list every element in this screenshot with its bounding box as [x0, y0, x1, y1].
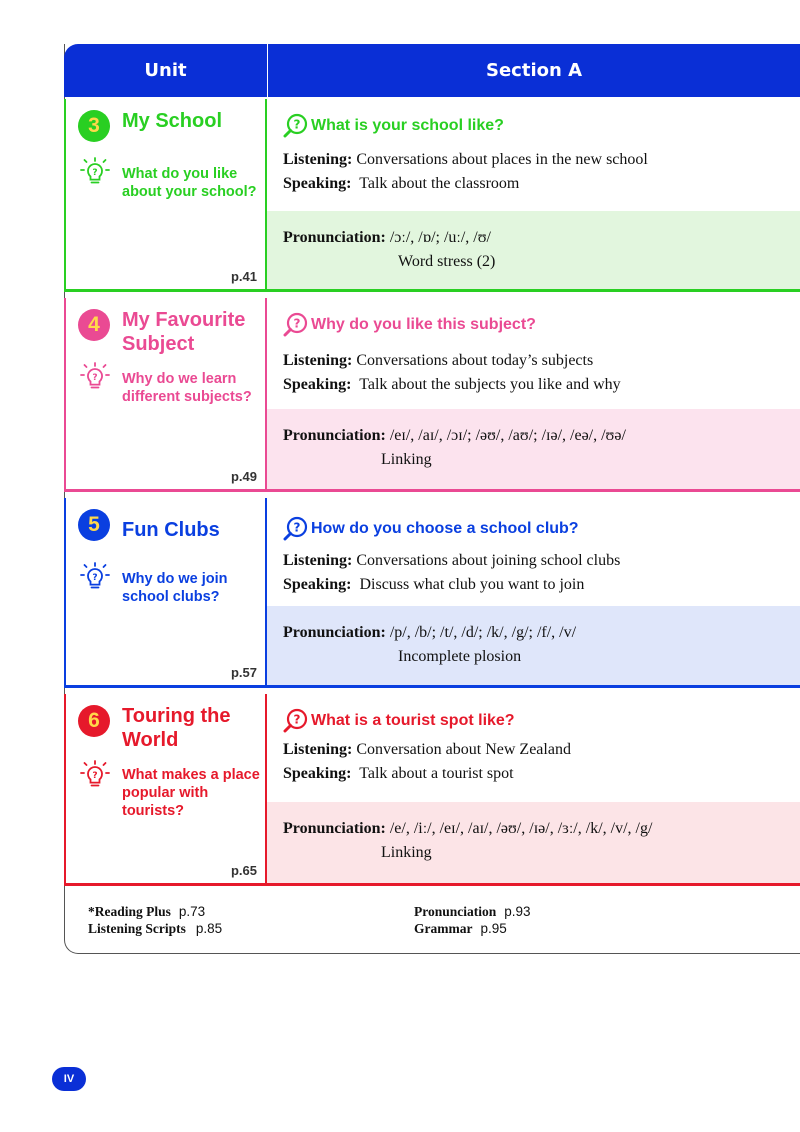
section-a-cell	[267, 498, 800, 688]
table-header	[64, 44, 800, 97]
lightbulb-question-icon	[80, 760, 110, 790]
listening-label: Listening:	[283, 552, 353, 569]
listening-scripts-label: Listening Scripts	[88, 921, 186, 936]
listening-text: Conversations about places in the new school	[356, 151, 648, 168]
pronunciation-sounds: /eɪ/, /aɪ/, /ɔɪ/; /əʊ/, /aʊ/; /ɪə/, /eə/, /ʊə/	[389, 427, 626, 444]
section-question	[283, 312, 536, 338]
lightbulb-question-icon	[80, 562, 110, 592]
speaking-text: Discuss what club you want to join	[359, 576, 585, 593]
pronunciation-appendix-page: p.93	[504, 904, 531, 919]
pronunciation-link[interactable]	[414, 904, 531, 920]
svg-text:?: ?	[92, 771, 98, 781]
pronunciation-sounds: /p/, /b/; /t/, /d/; /k/, /g/; /f/, /v/	[389, 624, 577, 641]
unit-number-badge: 4	[78, 309, 110, 341]
unit-cell	[64, 298, 267, 492]
lightbulb-question-icon	[80, 157, 110, 187]
listening-label: Listening:	[283, 741, 353, 758]
unit-number-badge: 6	[78, 705, 110, 737]
row-divider	[64, 289, 800, 292]
unit-page-link[interactable]: p.65	[230, 863, 257, 878]
listening-line	[283, 151, 648, 169]
pronunciation-topic: Word stress (2)	[398, 253, 496, 270]
pronunciation-line	[283, 229, 491, 247]
speaking-line	[283, 765, 514, 783]
header-unit-label: Unit	[144, 60, 187, 81]
listening-line	[283, 552, 620, 570]
pronunciation-sounds: /ɔː/, /ɒ/; /uː/, /ʊ/	[389, 229, 491, 246]
pronunciation-topic: Linking	[381, 844, 432, 861]
section-a-cell	[267, 694, 800, 886]
unit-number-badge: 3	[78, 110, 110, 142]
speaking-text: Talk about the subjects you like and why	[359, 376, 621, 393]
pronunciation-block	[267, 802, 800, 883]
pronunciation-sounds: /e/, /iː/, /eɪ/, /aɪ/, /əʊ/, /ɪə/, /ɜː/, /k/, /v/, /g/	[389, 820, 653, 837]
speaking-label: Speaking:	[283, 576, 352, 593]
listening-text: Conversations about today’s subjects	[356, 352, 594, 369]
pronunciation-line	[283, 427, 626, 445]
pronunciation-block	[267, 606, 800, 685]
unit-big-question: Why do we learn different subjects?	[122, 371, 252, 405]
unit-title: Fun Clubs	[122, 519, 220, 541]
svg-text:?: ?	[293, 117, 301, 132]
unit-page-link[interactable]: p.41	[230, 269, 257, 284]
svg-text:?: ?	[293, 520, 301, 535]
pronunciation-block	[267, 409, 800, 489]
listening-scripts-link[interactable]	[88, 921, 222, 937]
pronunciation-label: Pronunciation:	[283, 427, 386, 444]
row-divider	[64, 883, 800, 886]
speaking-label: Speaking:	[283, 175, 352, 192]
pronunciation-line	[283, 624, 576, 642]
grammar-label: Grammar	[414, 921, 473, 936]
section-question-text: What is your school like?	[311, 117, 504, 134]
unit-big-question: Why do we join school clubs?	[122, 571, 228, 605]
pronunciation-topic: Linking	[381, 451, 432, 468]
unit-row-3	[64, 99, 800, 292]
magnifier-question-icon	[283, 312, 309, 338]
listening-line	[283, 352, 593, 370]
unit-title: Touring the World	[122, 705, 231, 751]
magnifier-question-icon	[283, 708, 309, 734]
pronunciation-label: Pronunciation:	[283, 229, 386, 246]
svg-text:?: ?	[293, 316, 301, 331]
speaking-text: Talk about a tourist spot	[359, 765, 514, 782]
speaking-label: Speaking:	[283, 376, 352, 393]
pronunciation-line	[283, 820, 652, 838]
unit-page-link[interactable]: p.49	[230, 469, 257, 484]
section-question	[283, 708, 515, 734]
listening-label: Listening:	[283, 151, 353, 168]
unit-title: My School	[122, 110, 223, 132]
listening-label: Listening:	[283, 352, 353, 369]
listening-line	[283, 741, 571, 759]
magnifier-question-icon	[283, 113, 309, 139]
unit-big-question: What do you like about your school?	[122, 166, 257, 200]
section-a-cell	[267, 99, 800, 292]
speaking-line	[283, 175, 519, 193]
grammar-page: p.95	[480, 921, 507, 936]
speaking-line	[283, 576, 584, 594]
unit-row-6	[64, 694, 800, 886]
pronunciation-appendix-label: Pronunciation	[414, 904, 497, 919]
speaking-text: Talk about the classroom	[359, 175, 520, 192]
listening-text: Conversations about joining school clubs	[356, 552, 621, 569]
section-question	[283, 113, 504, 139]
listening-scripts-page: p.85	[195, 921, 223, 936]
page-number-badge: IV	[52, 1067, 86, 1091]
unit-row-5	[64, 498, 800, 688]
header-section-label: Section A	[486, 60, 582, 81]
row-divider	[64, 489, 800, 492]
svg-text:?: ?	[92, 573, 98, 583]
svg-text:?: ?	[293, 712, 301, 727]
svg-text:?: ?	[92, 373, 98, 383]
pronunciation-block	[267, 211, 800, 289]
section-a-cell	[267, 298, 800, 492]
section-question-text: Why do you like this subject?	[311, 316, 536, 333]
row-divider	[64, 685, 800, 688]
unit-title: My Favourite Subject	[122, 309, 246, 355]
unit-cell	[64, 694, 267, 886]
section-question-text: What is a tourist spot like?	[311, 712, 515, 729]
unit-cell	[64, 99, 267, 292]
reading-plus-link[interactable]	[88, 904, 205, 920]
unit-number-badge: 5	[78, 509, 110, 541]
lightbulb-question-icon	[80, 362, 110, 392]
magnifier-question-icon	[283, 516, 309, 542]
grammar-link[interactable]	[414, 921, 507, 937]
section-question-text: How do you choose a school club?	[311, 520, 579, 537]
unit-cell	[64, 498, 267, 688]
section-question	[283, 516, 579, 542]
unit-big-question: What makes a place popular with tourists?	[122, 767, 260, 819]
pronunciation-label: Pronunciation:	[283, 820, 386, 837]
pronunciation-label: Pronunciation:	[283, 624, 386, 641]
speaking-line	[283, 376, 621, 394]
reading-plus-page: p.73	[178, 904, 206, 919]
listening-text: Conversation about New Zealand	[356, 741, 571, 758]
pronunciation-topic: Incomplete plosion	[398, 648, 522, 665]
unit-row-4	[64, 298, 800, 492]
svg-text:?: ?	[92, 168, 98, 178]
reading-plus-label: *Reading Plus	[88, 904, 171, 919]
speaking-label: Speaking:	[283, 765, 352, 782]
unit-page-link[interactable]: p.57	[230, 665, 257, 680]
